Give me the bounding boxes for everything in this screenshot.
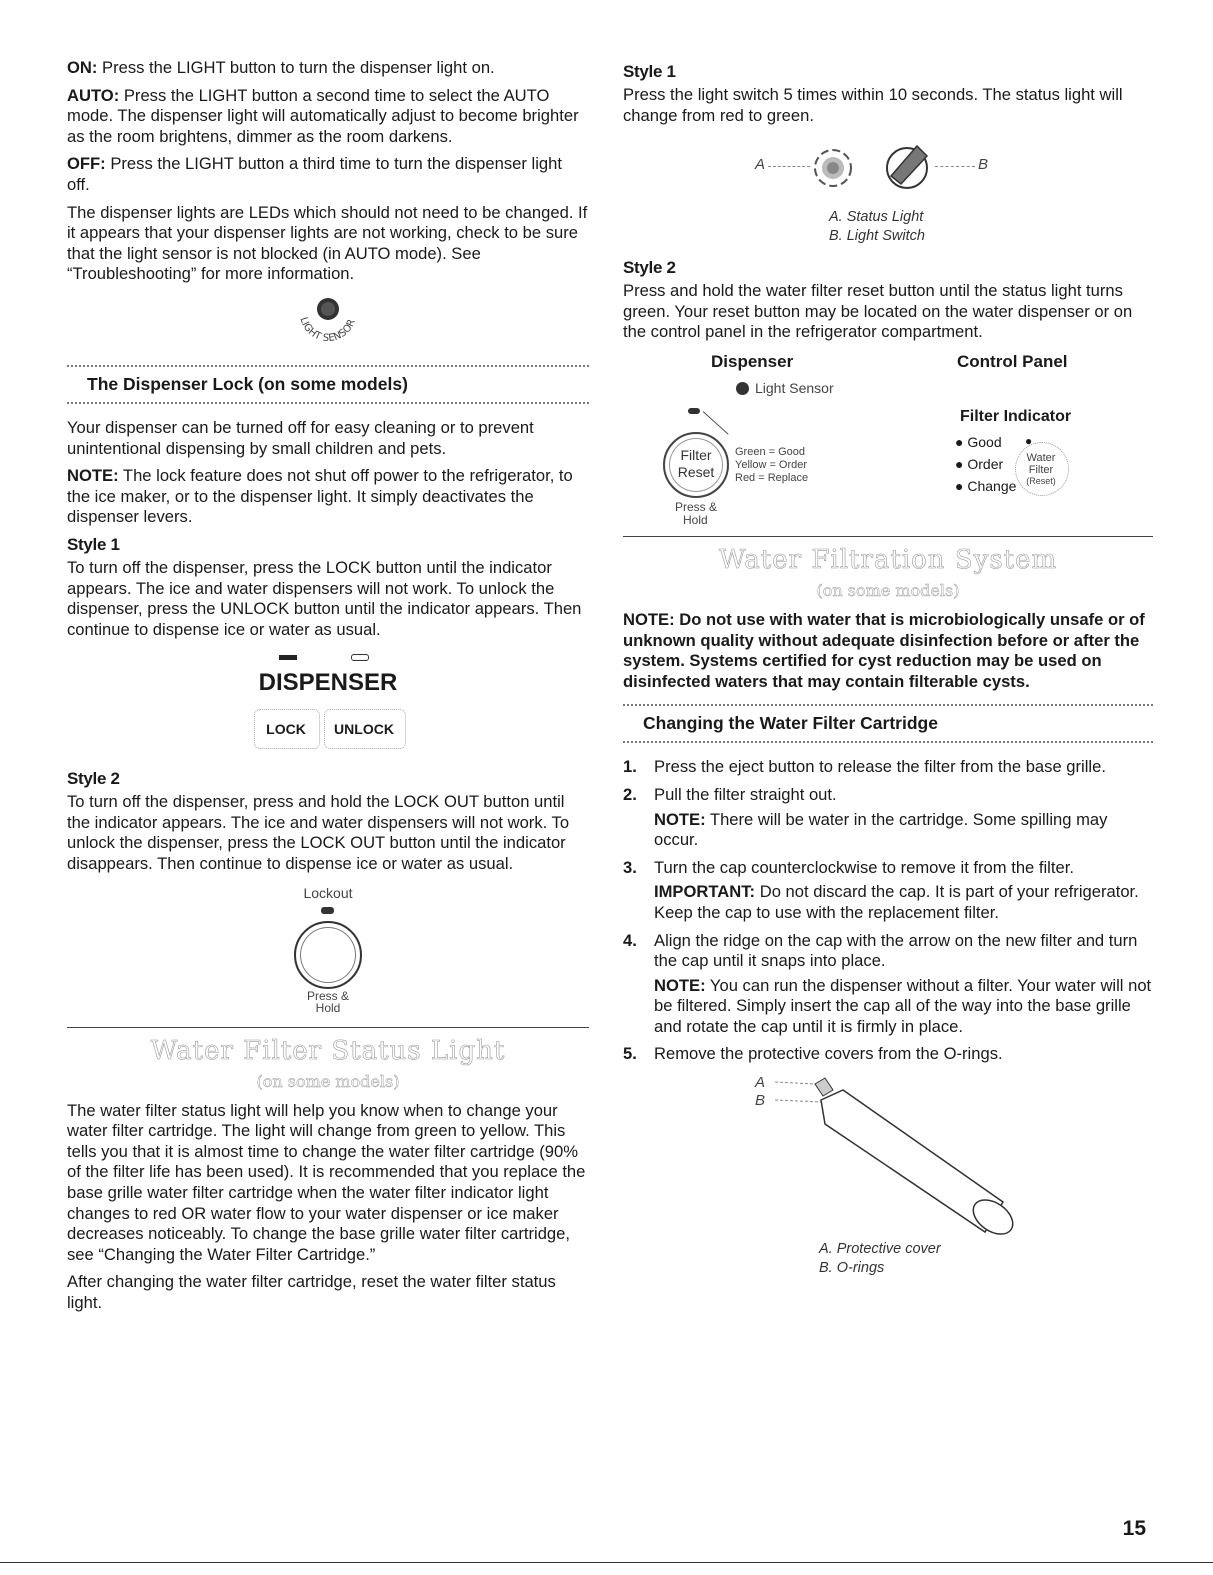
indicator-order xyxy=(955,456,1003,472)
water-filter-dot: ● xyxy=(1025,433,1033,448)
lock-note-label: NOTE: xyxy=(67,466,119,486)
lockout-indicator xyxy=(321,907,334,914)
off-paragraph xyxy=(67,154,589,195)
lock-note-text: The lock feature does not shut off power to the refrigerator, to the ice maker, or to the dispenser light. It simply deactivates the dispenser levers. xyxy=(67,466,573,527)
step-2-number: 2. xyxy=(623,784,637,804)
dispenser-title: DISPENSER xyxy=(258,669,398,697)
step-4 xyxy=(623,931,1153,1038)
step-2-text: Pull the filter straight out. xyxy=(654,784,837,804)
step-3-important-label: IMPORTANT: xyxy=(654,882,756,902)
right-style2-heading: Style 2 xyxy=(623,258,676,278)
right-style1-text: Press the light switch 5 times within 10 seconds. The status light will change from red to green. xyxy=(623,85,1123,125)
water-filter-label-2: Filter xyxy=(1028,463,1054,476)
right-column xyxy=(623,58,1153,1282)
lock-label: LOCK xyxy=(266,721,306,738)
changing-cartridge-title: Changing the Water Filter Cartridge xyxy=(623,704,1153,743)
svg-text:LIGHT SENSOR xyxy=(297,316,357,344)
step-5 xyxy=(623,1044,1153,1065)
left-divider xyxy=(67,1027,589,1028)
step-1 xyxy=(623,757,1153,778)
caption-protective-cover: A. Protective cover xyxy=(819,1241,941,1258)
water-filter-label-3: (Reset) xyxy=(1026,475,1056,486)
indicator-good xyxy=(955,434,1002,450)
off-text: Press the LIGHT button a third time to turn the dispenser light off. xyxy=(67,154,562,194)
auto-text: Press the LIGHT button a second time to select the AUTO mode. The dispenser light will automatically adjust to become brighter as the room brightens, dimmer as the room darkens. xyxy=(67,85,579,146)
auto-label: AUTO: xyxy=(67,85,120,105)
sensor-arrow xyxy=(703,411,729,434)
legend-yellow: Yellow = Order xyxy=(735,458,808,471)
off-label: OFF: xyxy=(67,154,106,174)
step-4-text: Align the ridge on the cap with the arrow on the new filter and turn the cap until it snaps into place. xyxy=(654,930,1138,971)
light-sensor-figure xyxy=(288,295,368,353)
step-1-text: Press the eject button to release the filter from the base grille. xyxy=(654,757,1106,777)
step-3-text: Turn the cap counterclockwise to remove it from the filter. xyxy=(654,857,1074,877)
dispenser-lock-figure xyxy=(248,647,408,757)
leds-paragraph: The dispenser lights are LEDs which should not need to be changed. If it appears that your dispenser lights are not working, check to be sure that the light sensor is not blocked (in AUTO mode). See “Troubleshooting” for more information. xyxy=(67,202,588,284)
label-a: A xyxy=(755,156,766,174)
cartridge-label-a: A xyxy=(755,1074,766,1092)
auto-paragraph xyxy=(67,86,589,148)
indicator-order-text: Order xyxy=(967,455,1004,472)
status-light-title: Water Filter Status Light xyxy=(150,1035,506,1066)
light-switch-icon xyxy=(881,138,933,190)
good-dot: ● xyxy=(955,433,968,450)
status-text-1: The water filter status light will help you know when to change your water filter cartridge. The light will change from green to yellow. This tells you that it is almost time to change the water filter cartridge (90% of the filter life has been used). It is recommended that you replace the base grille water filter cartridge when the water filter indicator light changes to red OR water flow to your water dispenser or ice maker decreases noticeably. To change the base grille water filter cartridge, see “Changing the Water Filter Cartridge.” xyxy=(67,1100,586,1264)
light-sensor-text: Light Sensor xyxy=(755,379,834,396)
step-4-note xyxy=(654,976,1153,1038)
legend-green: Green = Good xyxy=(735,445,806,458)
filtration-note: NOTE: Do not use with water that is microbiologically unsafe or of unknown quality without adequate disinfection before or after the system. Systems certified for cyst reduction may be used on disinfected waters that may contain filterable cysts. xyxy=(623,609,1145,691)
caption-o-rings: B. O-rings xyxy=(819,1260,885,1277)
step-1-number: 1. xyxy=(623,757,637,777)
lock-intro: Your dispenser can be turned off for easy cleaning or to prevent unintentional dispensing by small children and pets. xyxy=(67,417,534,458)
left-style1-text: To turn off the dispenser, press the LOCK button until the indicator appears. The ice and water dispensers will not work. To unlock the dispenser, press the UNLOCK button until the indicator appears. Then continue to dispense ice or water as usual. xyxy=(67,557,582,639)
lock-note xyxy=(67,466,589,528)
page-number: 15 xyxy=(1122,1517,1146,1540)
indicator-change xyxy=(955,478,1016,494)
step-3-number: 3. xyxy=(623,857,637,877)
step-2-note xyxy=(654,810,1153,851)
step-3 xyxy=(623,858,1153,924)
filter-indicator-heading: Filter Indicator xyxy=(960,407,1072,425)
dispenser-heading: Dispenser xyxy=(711,351,794,371)
caption-light-switch: B. Light Switch xyxy=(829,228,925,245)
unlock-indicator xyxy=(351,654,369,661)
unlock-label: UNLOCK xyxy=(334,721,394,738)
leader-a xyxy=(768,166,810,167)
step-4-number: 4. xyxy=(623,930,637,950)
reset-figure xyxy=(623,350,1153,530)
step-2-note-text: There will be water in the cartridge. Some spilling may occur. xyxy=(654,809,1108,850)
status-switch-figure xyxy=(623,134,1153,252)
step-2 xyxy=(623,785,1153,851)
lock-indicator xyxy=(279,655,297,660)
cartridge-figure xyxy=(623,1072,1153,1282)
sensor-mini xyxy=(688,408,700,414)
filter-reset-label-2: Reset xyxy=(677,463,715,480)
step-4-note-text: You can run the dispenser without a filter. Your water will not be filtered. Simply insert the cap all of the way into the base grille and rotate the cap until it is firmly in place. xyxy=(654,975,1152,1036)
cartridge-label-b: B xyxy=(755,1092,766,1110)
status-light-icon xyxy=(811,146,855,190)
right-divider xyxy=(623,536,1153,537)
legend-red: Red = Replace xyxy=(735,471,809,484)
lockout-hold: Hold xyxy=(315,1000,341,1015)
order-dot: ● xyxy=(955,455,968,472)
steps-list xyxy=(623,757,1153,1065)
filter-reset-label-1: Filter xyxy=(680,446,712,463)
status-text-2: After changing the water filter cartridge, reset the water filter status light. xyxy=(67,1272,556,1312)
on-label: ON: xyxy=(67,58,98,77)
status-light-subtitle: (on some models) xyxy=(256,1071,400,1091)
right-style1-heading: Style 1 xyxy=(623,62,676,81)
filter-cartridge-icon xyxy=(763,1072,1043,1242)
indicator-good-text: Good xyxy=(967,433,1002,450)
leader-b xyxy=(935,166,975,167)
indicator-change-text: Change xyxy=(967,477,1017,494)
on-paragraph xyxy=(67,58,589,79)
left-style2-text: To turn off the dispenser, press and hold the LOCK OUT button until the indicator appears. The ice and water dispensers will not work. To unlock the dispenser, press the LOCK OUT button until the indicator disappears. Then continue to dispense ice or water as usual. xyxy=(67,792,570,874)
step-5-number: 5. xyxy=(623,1044,637,1064)
lockout-press: Press & xyxy=(306,988,349,1003)
control-panel-heading: Control Panel xyxy=(957,351,1068,371)
water-filter-label-1: Water xyxy=(1026,451,1056,464)
filtration-subtitle: (on some models) xyxy=(816,580,960,600)
left-style2-heading: Style 2 xyxy=(67,769,120,789)
step-2-note-label: NOTE: xyxy=(654,809,706,829)
press-hold-1: Press & xyxy=(675,499,718,514)
light-sensor-label: LIGHT SENSOR xyxy=(297,315,358,345)
step-3-important-text: Do not discard the cap. It is part of your refrigerator. Keep the cap to use with the replacement filter. xyxy=(654,882,1139,922)
press-hold-2: Hold xyxy=(683,512,708,527)
lockout-label: Lockout xyxy=(303,884,353,901)
left-column xyxy=(67,58,589,1321)
change-dot: ● xyxy=(955,477,968,494)
lockout-button[interactable] xyxy=(294,921,362,989)
step-3-important xyxy=(654,882,1153,923)
dispenser-lock-title: The Dispenser Lock (on some models) xyxy=(67,365,589,404)
filtration-title: Water Filtration System xyxy=(718,544,1058,575)
lockout-figure xyxy=(278,885,378,1015)
caption-status-light: A. Status Light xyxy=(829,209,924,226)
light-sensor-dot xyxy=(736,382,749,395)
label-b: B xyxy=(978,156,989,174)
light-sensor-icon xyxy=(288,295,368,353)
right-style2-text: Press and hold the water filter reset button until the status light turns green. Your reset button may be located on the water dispenser or on the control panel in the refrigerator compartment. xyxy=(623,281,1133,342)
on-text: Press the LIGHT button to turn the dispenser light on. xyxy=(97,58,495,77)
left-style1-heading: Style 1 xyxy=(67,534,120,554)
bottom-rule xyxy=(0,1562,1213,1563)
step-5-text: Remove the protective covers from the O-rings. xyxy=(654,1044,1003,1064)
step-4-note-label: NOTE: xyxy=(654,975,706,995)
